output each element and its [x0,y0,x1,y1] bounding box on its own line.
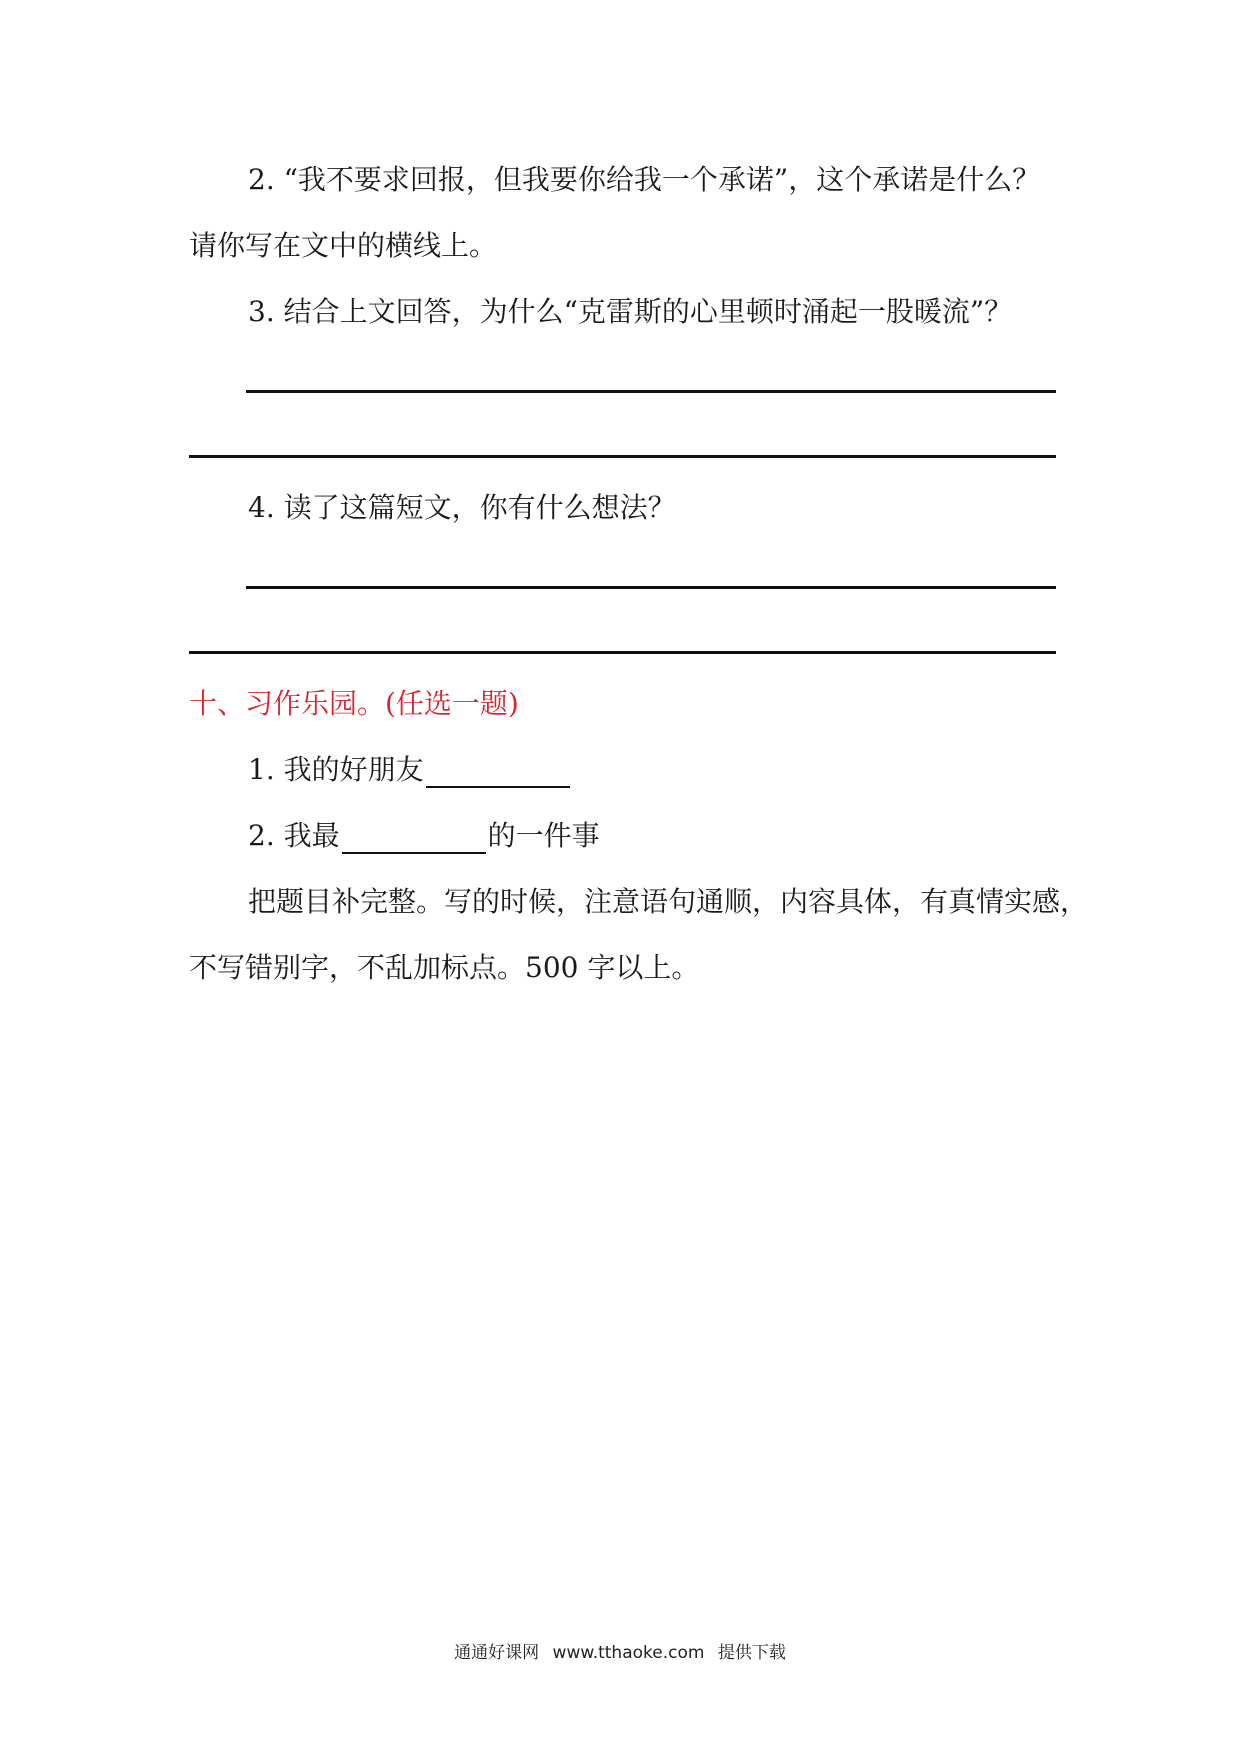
writing-topic-2-label: 2. 我最 [248,819,340,852]
question-4: 4. 读了这篇短文，你有什么想法？ [248,491,676,524]
question-2-line-2: 请你写在文中的横线上。 [189,229,498,262]
footer-credit: 通通好课网 www.tthaoke.com 提供下载 [454,1643,786,1663]
writing-topic-2-suffix: 的一件事 [487,819,600,852]
answer-line-q4-1[interactable] [246,586,1056,589]
answer-line-q4-2[interactable] [189,651,1056,654]
writing-topic-1-label: 1. 我的好朋友 [248,753,424,786]
writing-topic-2-blank[interactable] [342,824,486,854]
section-10-heading: 十、习作乐园。(任选一题) [189,687,519,720]
answer-line-q3-2[interactable] [189,455,1056,458]
writing-instructions-line-2: 不写错别字，不乱加标点。500 字以上。 [189,951,700,984]
answer-line-q3-1[interactable] [246,390,1056,393]
question-2-line-1: 2. “我不要求回报，但我要你给我一个承诺”，这个承诺是什么？ [248,163,1041,196]
question-3: 3. 结合上文回答，为什么“克雷斯的心里顿时涌起一股暖流”？ [248,295,1013,328]
writing-topic-2 [248,818,600,854]
writing-instructions-line-1: 把题目补完整。写的时候，注意语句通顺，内容具体，有真情实感， [248,885,1089,918]
writing-topic-1-blank[interactable] [426,758,570,788]
writing-topic-1 [248,752,572,788]
